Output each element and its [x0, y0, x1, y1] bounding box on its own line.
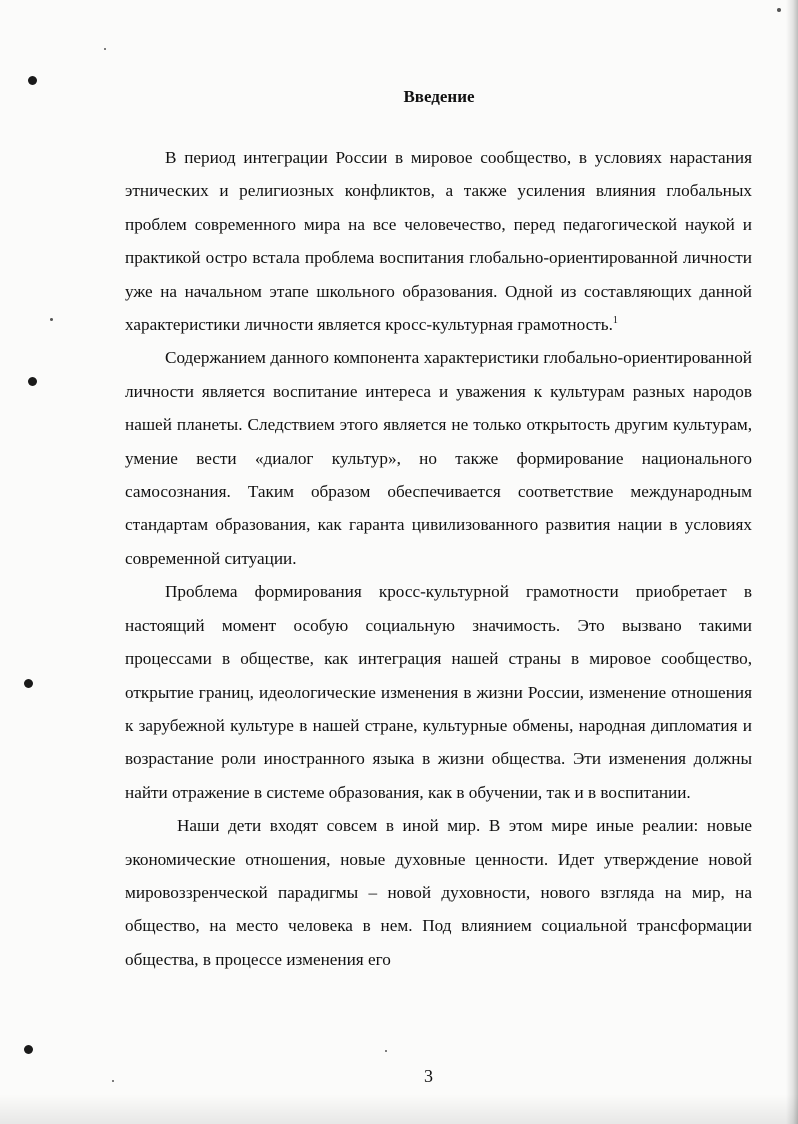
footnote-marker: 1: [612, 315, 618, 327]
binder-hole-mark: [28, 76, 37, 85]
page-number: 3: [424, 1066, 433, 1086]
binder-hole-mark: [28, 377, 37, 386]
scan-edge-shadow-bottom: [0, 1094, 798, 1124]
paragraph: Содержанием данного компонента характеристики глобально-ориентированной личности является воспитание интереса и уважения к культурам разных народов нашей планеты. Следствием этого является не только открытость другим культурам, умение вести «диалог культур», но также формирование национального самосознания. Таким образом обеспечивается соответствие международным стандартам образования, как гаранта цивилизованного развития нации в условиях современной ситуации.: [125, 348, 752, 568]
binder-hole-mark: [24, 1045, 33, 1054]
scan-speck: [385, 1050, 387, 1052]
paragraph: Проблема формирования кросс-культурной грамотности приобретает в настоящий момент особую социальную значимость. Это вызвано такими процессами в обществе, как интеграция нашей страны в мировое сообщество, открытие границ, идеологические изменения в жизни России, изменение отношения к зарубежной культуре в нашей стране, культурные обмены, народная дипломатия и возрастание роли иностранного языка в жизни общества. Эти изменения должны найти отражение в системе образования, как в обучении, так и в воспитании.: [125, 582, 752, 802]
document-body: [125, 141, 752, 976]
scan-speck: [777, 8, 781, 12]
scan-speck: [104, 48, 106, 50]
scan-edge-shadow-right: [786, 0, 798, 1124]
scan-speck: [112, 1080, 114, 1082]
document-title: Введение: [403, 87, 475, 107]
binder-hole-mark: [24, 679, 33, 688]
scan-speck: [50, 318, 53, 321]
paragraph: Наши дети входят совсем в иной мир. В этом мире иные реалии: новые экономические отношения, новые духовные ценности. Идет утверждение новой мировоззренческой парадигмы – новой духовности, нового взгляда на мир, на общество, на место человека в нем. Под влиянием социальной трансформации общества, в процессе изменения его: [125, 816, 752, 969]
paragraph: В период интеграции России в мировое сообщество, в условиях нарастания этнических и религиозных конфликтов, а также усиления влияния глобальных проблем современного мира на все человечество, перед педагогической наукой и практикой остро встала проблема воспитания глобально-ориентированной личности уже на начальном этапе школьного образования. Одной из составляющих данной характеристики личности является кросс-культурная грамотность.$^1$: [125, 148, 752, 335]
